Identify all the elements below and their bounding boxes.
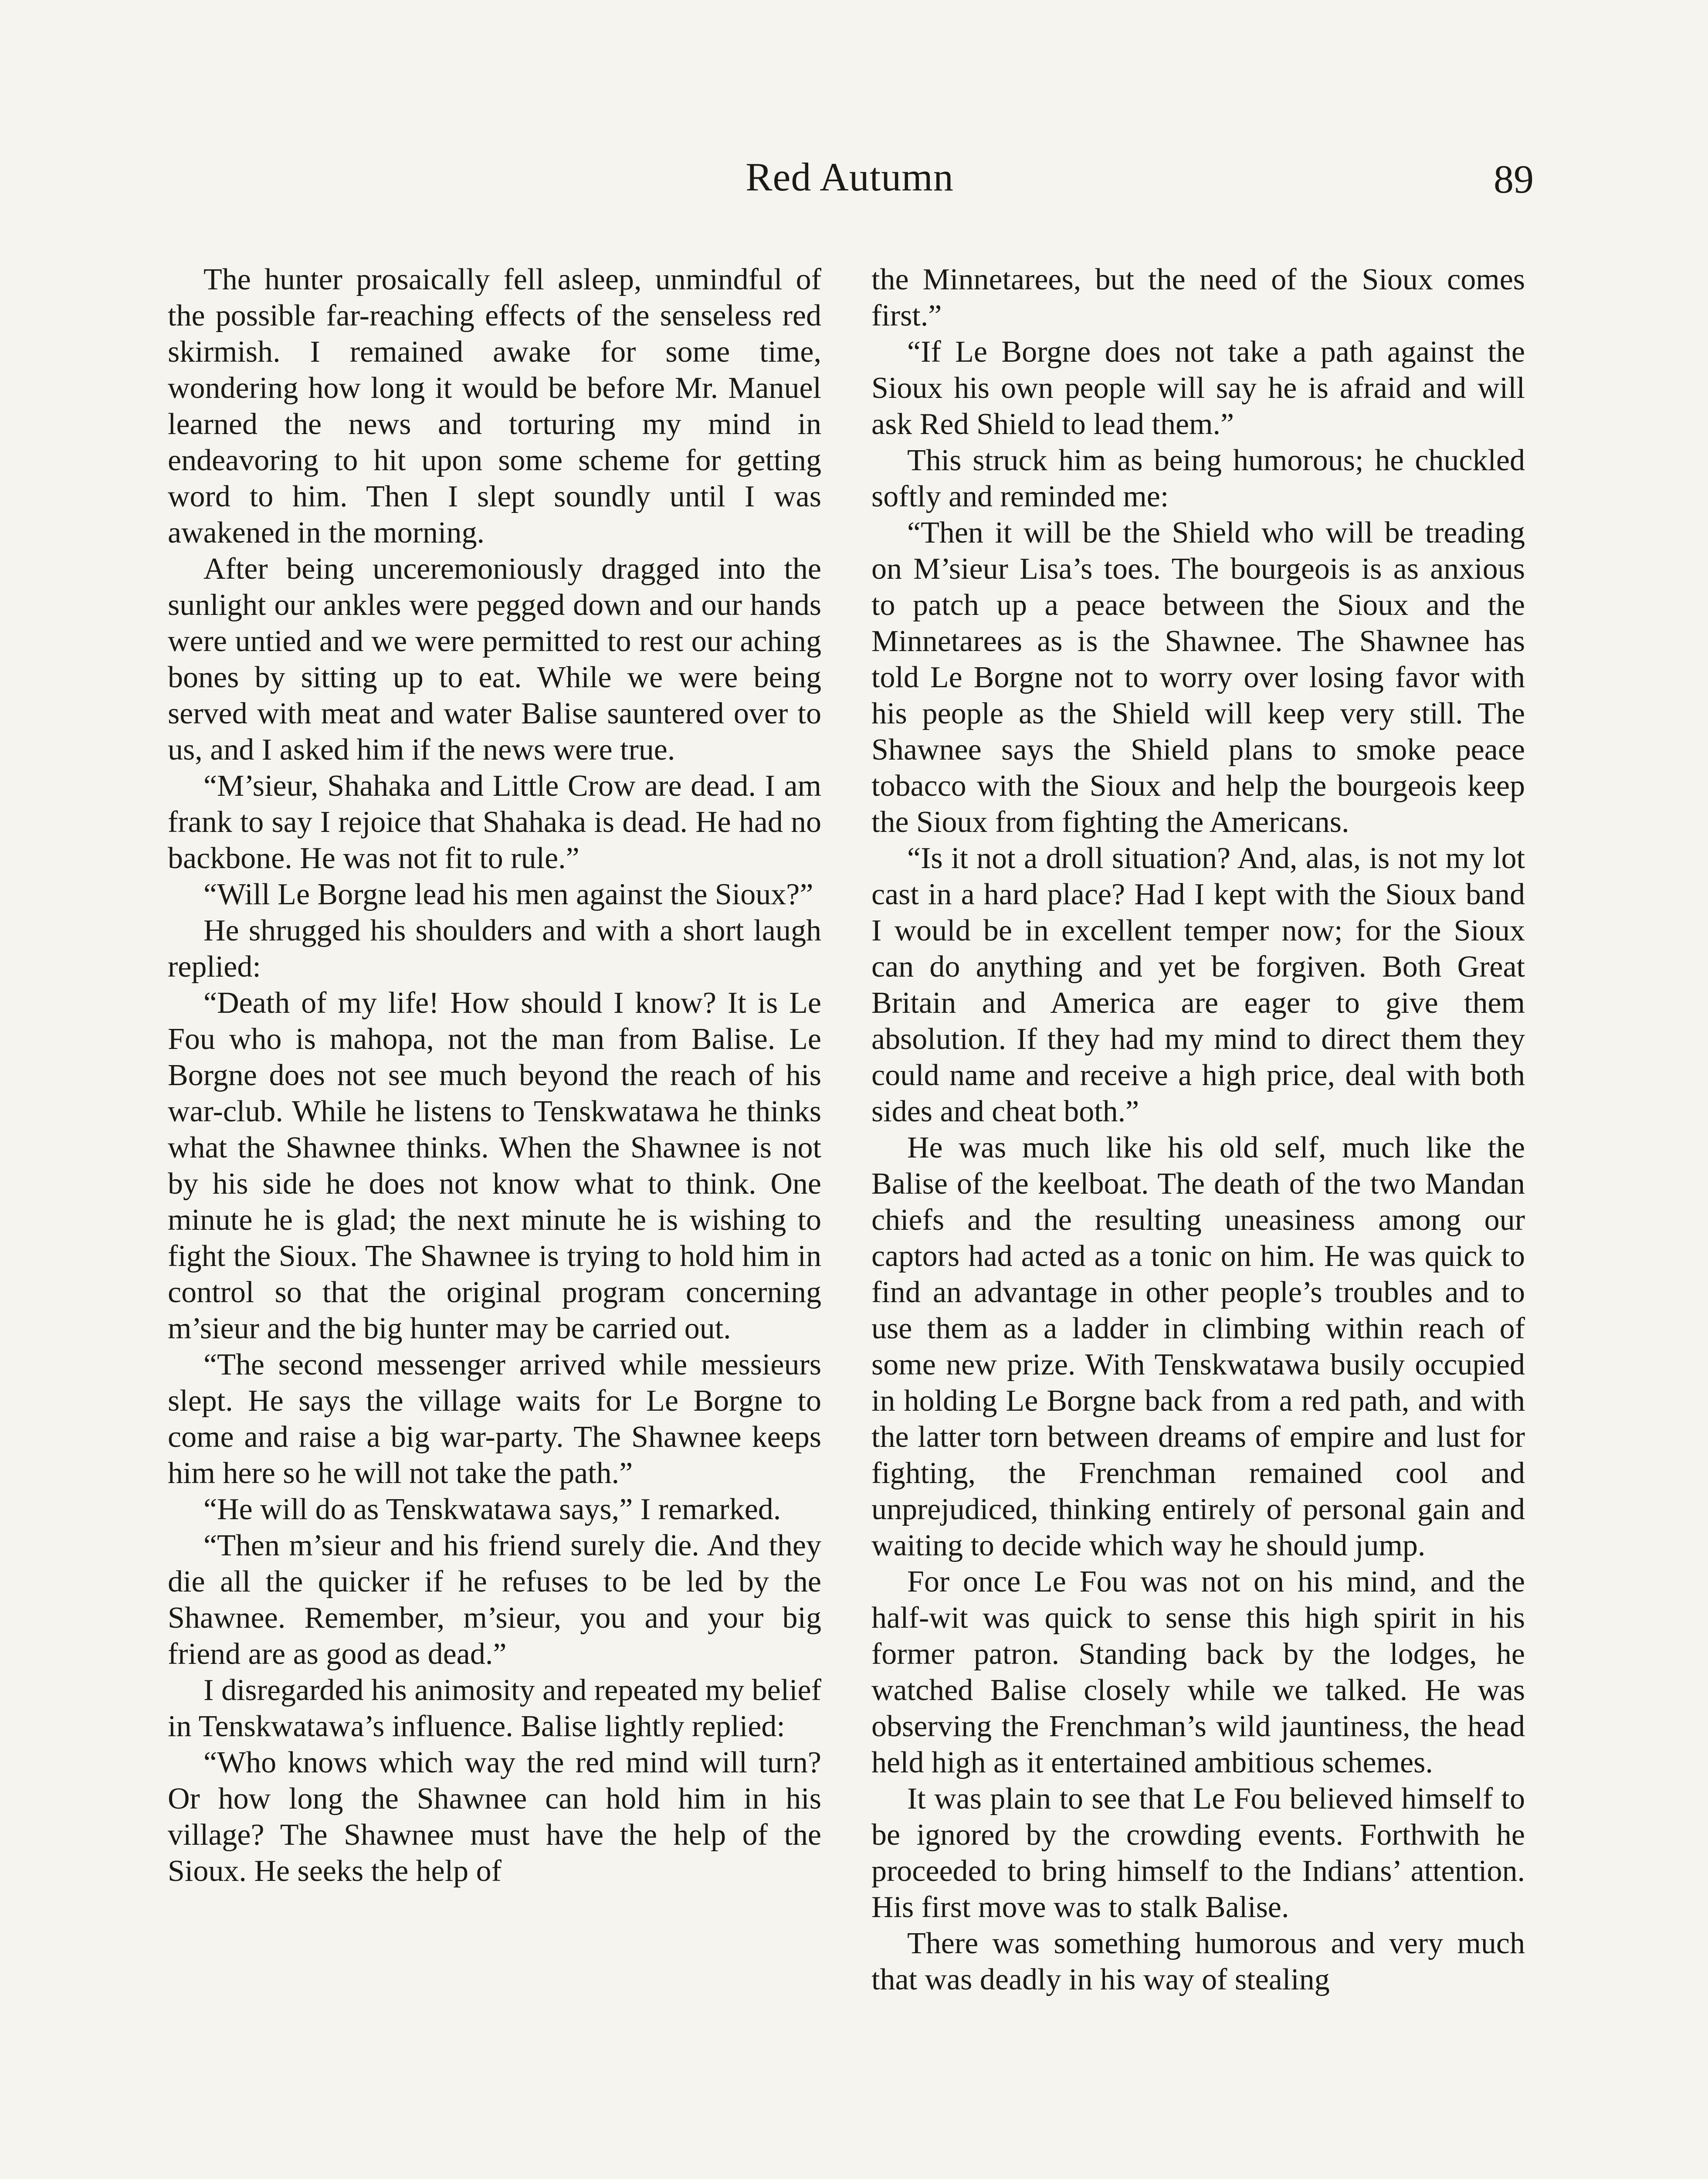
left-text-column	[168, 261, 821, 1889]
paragraph: “M’sieur, Shahaka and Little Crow are dead. I am frank to say I rejoice that Shahaka is dead. He had no backbone. He was not fit to rule.”	[168, 769, 821, 875]
paragraph: He shrugged his shoulders and with a short laugh replied:	[168, 914, 821, 984]
paragraph: “Who knows which way the red mind will turn? Or how long the Shawnee can hold him in his village? The Shawnee must have the help of the Sioux. He seeks the help of	[168, 1746, 821, 1888]
paragraph: This struck him as being humorous; he chuckled softly and reminded me:	[871, 444, 1525, 513]
paragraph: “Then m’sieur and his friend surely die. And they die all the quicker if he refuses to be led by the Shawnee. Remember, m’sieur, you and your big friend are as good as dead.”	[168, 1529, 821, 1671]
page-number: 89	[1494, 157, 1534, 201]
paragraph: There was something humorous and very much that was deadly in his way of stealing	[871, 1927, 1525, 1996]
paragraph: “Is it not a droll situation? And, alas, is not my lot cast in a hard place? Had I kept with the Sioux band I would be in excellent temper now; for the Sioux can do anything and yet be forgiven. Both Great Britain and America are eager to give them absolution. If they had my mind to direct them they could name and receive a high price, deal with both sides and cheat both.”	[871, 842, 1525, 1128]
paragraph: “He will do as Tenskwatawa says,” I remarked.	[203, 1493, 781, 1526]
paragraph: It was plain to see that Le Fou believed himself to be ignored by the crowding events. Forthwith he proceeded to bring himself to the Indians’ attention. His first move was to stalk Balise.	[871, 1782, 1525, 1924]
paragraph: “Death of my life! How should I know? It is Le Fou who is mahopa, not the man from Balise. Le Borgne does not see much beyond the reach of his war-club. While he listens to Tenskwatawa he thinks what the Shawnee thinks. When the Shawnee is not by his side he does not know what to think. One minute he is glad; the next minute he is wishing to fight the Sioux. The Shawnee is trying to hold him in control so that the original program concerning m’sieur and the big hunter may be carried out.	[168, 986, 821, 1345]
running-title: Red Autumn	[746, 155, 954, 199]
paragraph: I disregarded his animosity and repeated my belief in Tenskwatawa’s influence. Balise lightly replied:	[168, 1673, 821, 1743]
paragraph: “Will Le Borgne lead his men against the Sioux?”	[203, 878, 813, 911]
paragraph: After being unceremoniously dragged into the sunlight our ankles were pegged down and our hands were untied and we were permitted to rest our aching bones by sitting up to eat. While we were being served with meat and water Balise sauntered over to us, and I asked him if the news were true.	[168, 552, 821, 767]
paragraph: For once Le Fou was not on his mind, and the half-wit was quick to sense this high spirit in his former patron. Standing back by the lodges, he watched Balise closely while we talked. He was observing the Frenchman’s wild jauntiness, the head held high as it entertained ambitious schemes.	[871, 1565, 1525, 1779]
paragraph: “If Le Borgne does not take a path against the Sioux his own people will say he is afraid and will ask Red Shield to lead them.”	[871, 335, 1525, 441]
paragraph: The hunter prosaically fell asleep, unmindful of the possible far-reaching effects of the senseless red skirmish. I remained awake for some time, wondering how long it would be before Mr. Manuel learned the news and torturing my mind in endeavoring to hit upon some scheme for getting word to him. Then I slept soundly until I was awakened in the morning.	[168, 263, 821, 550]
paragraph-continued: the Minnetarees, but the need of the Sioux comes first.”	[871, 263, 1525, 333]
right-text-column	[871, 261, 1525, 1998]
paragraph: “Then it will be the Shield who will be treading on M’sieur Lisa’s toes. The bourgeois is as anxious to patch up a peace between the Sioux and the Minnetarees as is the Shawnee. The Shawnee has told Le Borgne not to worry over losing favor with his people as the Shield will keep very still. The Shawnee says the Shield plans to smoke peace tobacco with the Sioux and help the bourgeois keep the Sioux from fighting the Americans.	[871, 516, 1525, 839]
paragraph: “The second messenger arrived while messieurs slept. He says the village waits for Le Borgne to come and raise a big war-party. The Shawnee keeps him here so he will not take the path.”	[168, 1348, 821, 1490]
paragraph: He was much like his old self, much like the Balise of the keelboat. The death of the two Mandan chiefs and the resulting uneasiness among our captors had acted as a tonic on him. He was quick to find an advantage in other people’s troubles and to use them as a ladder in climbing within reach of some new prize. With Tenskwatawa busily occupied in holding Le Borgne back from a red path, and with the latter torn between dreams of empire and lust for fighting, the Frenchman remained cool and unprejudiced, thinking entirely of personal gain and waiting to decide which way he should jump.	[871, 1131, 1525, 1562]
